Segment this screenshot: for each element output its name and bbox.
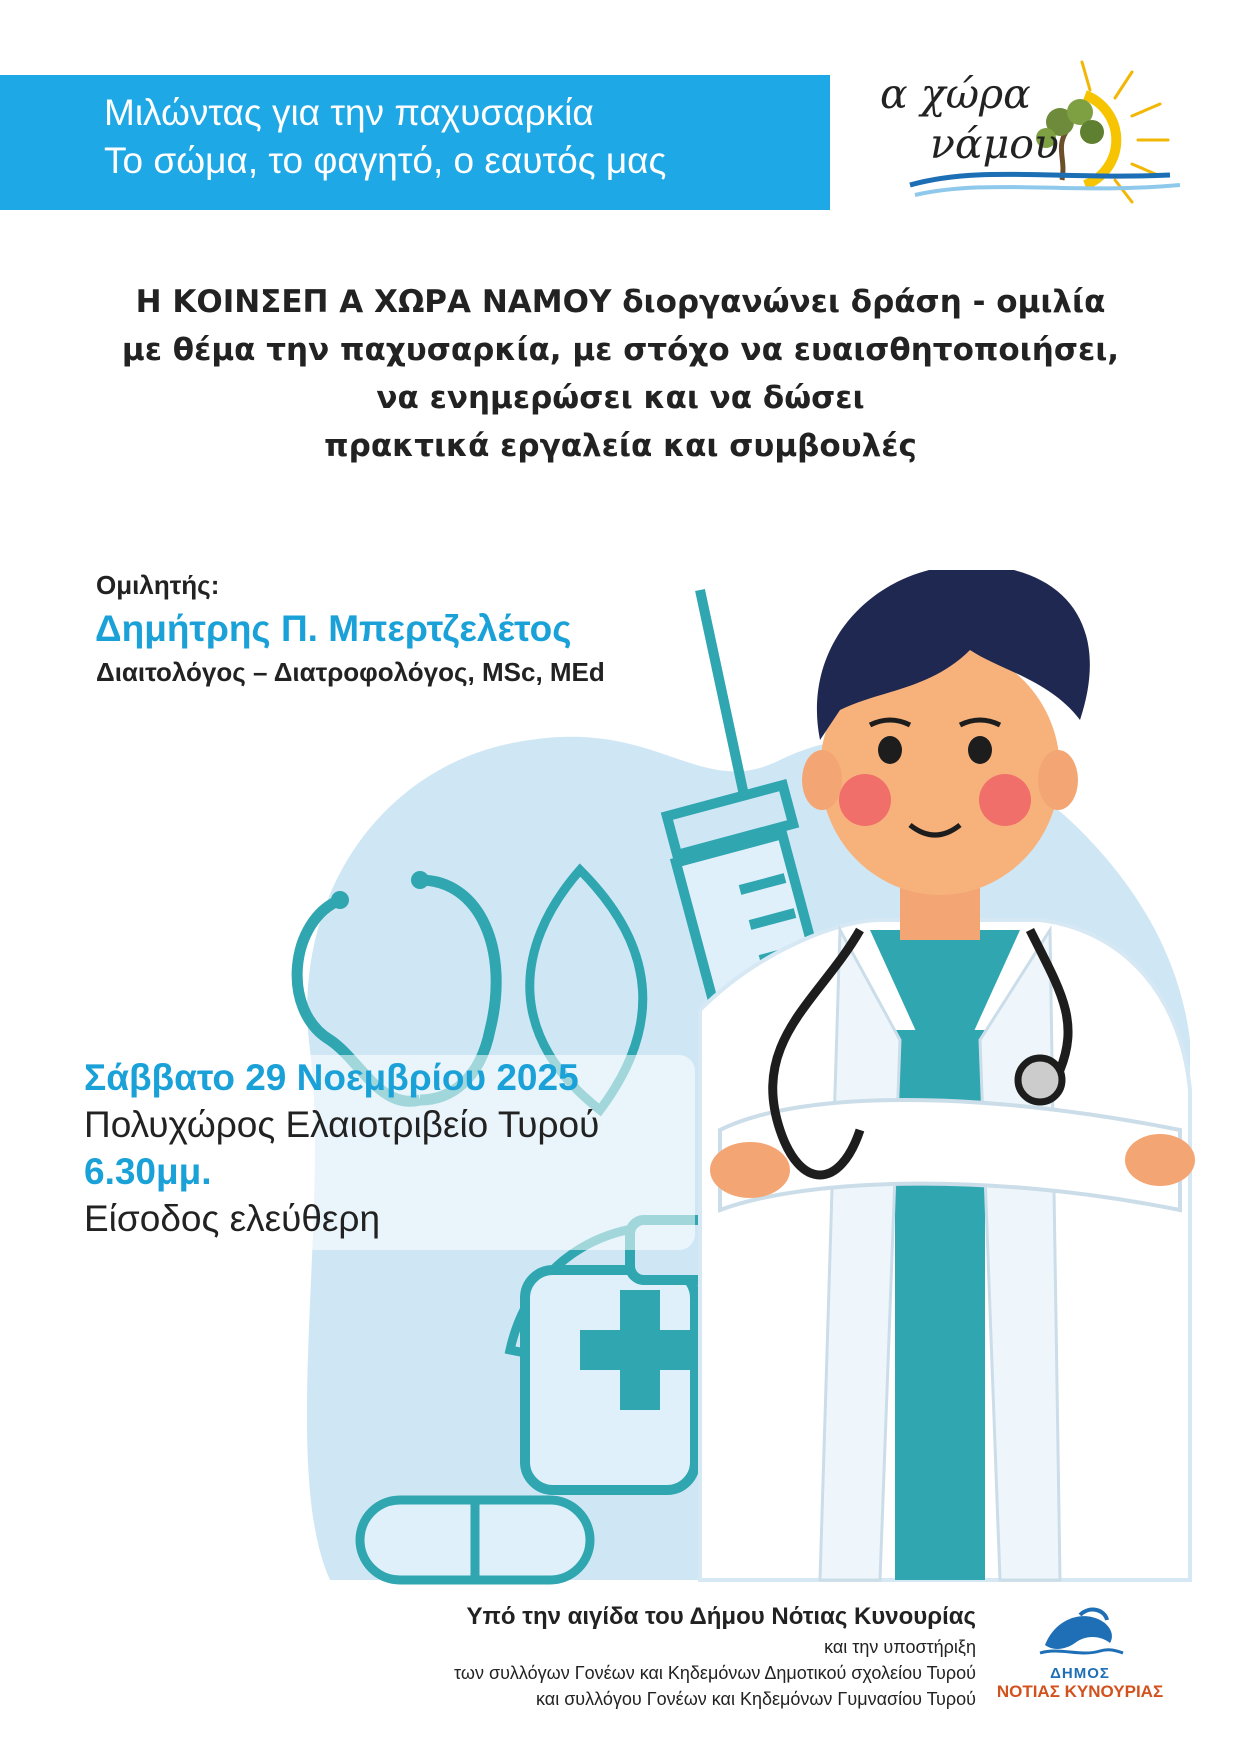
banner-title: Μιλώντας για την παχυσαρκία bbox=[104, 92, 594, 133]
intro-text bbox=[0, 278, 1241, 470]
footer-association-2: και συλλόγου Γονέων και Κηδεμόνων Γυμνασίου Τυρού bbox=[536, 1689, 976, 1709]
municipality-logo bbox=[990, 1605, 1170, 1702]
intro-line: Η ΚΟΙΝΣΕΠ Α ΧΩΡΑ ΝΑΜΟΥ διοργανώνει δράση - ομιλία bbox=[135, 284, 1106, 320]
banner-subtitle: Το σώμα, το φαγητό, ο εαυτός μας bbox=[104, 140, 667, 181]
event-venue: Πολυχώρος Ελαιοτριβείο Τυρού bbox=[84, 1104, 600, 1145]
doctor-figure bbox=[700, 570, 1195, 1580]
logo-text-line2: νάμου bbox=[930, 120, 1059, 168]
municipality-line1: ΔΗΜΟΣ bbox=[1050, 1665, 1110, 1682]
dolphin-emblem-icon bbox=[1035, 1605, 1125, 1660]
speaker-label: Ομιλητής: bbox=[96, 570, 220, 600]
footer-patronage: Υπό την αιγίδα του Δήμου Νότιας Κυνουρίας bbox=[466, 1603, 976, 1630]
organization-logo bbox=[870, 50, 1190, 210]
pill-icon bbox=[360, 1500, 590, 1580]
footer-credits bbox=[454, 1600, 976, 1712]
speaker-title: Διαιτολόγος – Διατροφολόγος, MSc, MEd bbox=[96, 657, 605, 687]
event-entry: Είσοδος ελεύθερη bbox=[84, 1198, 381, 1239]
intro-line: με θέμα την παχυσαρκία, με στόχο να ευαισθητοποιήσει, bbox=[121, 332, 1120, 368]
footer-support: και την υποστήριξη bbox=[824, 1637, 976, 1657]
intro-line: πρακτικά εργαλεία και συμβουλές bbox=[324, 428, 917, 464]
intro-line: να ενημερώσει και να δώσει bbox=[376, 380, 865, 416]
event-date: Σάββατο 29 Νοεμβρίου 2025 bbox=[84, 1057, 579, 1098]
footer-association-1: των συλλόγων Γονέων και Κηδεμόνων Δημοτικού σχολείου Τυρού bbox=[454, 1663, 976, 1683]
event-time: 6.30μμ. bbox=[84, 1151, 212, 1192]
logo-text-line1: α χώρα bbox=[880, 70, 1031, 118]
municipality-line2: ΝΟΤΙΑΣ ΚΥΝΟΥΡΙΑΣ bbox=[996, 1682, 1164, 1701]
speaker-name: Δημήτρης Π. Μπερτζελέτος bbox=[95, 608, 572, 649]
